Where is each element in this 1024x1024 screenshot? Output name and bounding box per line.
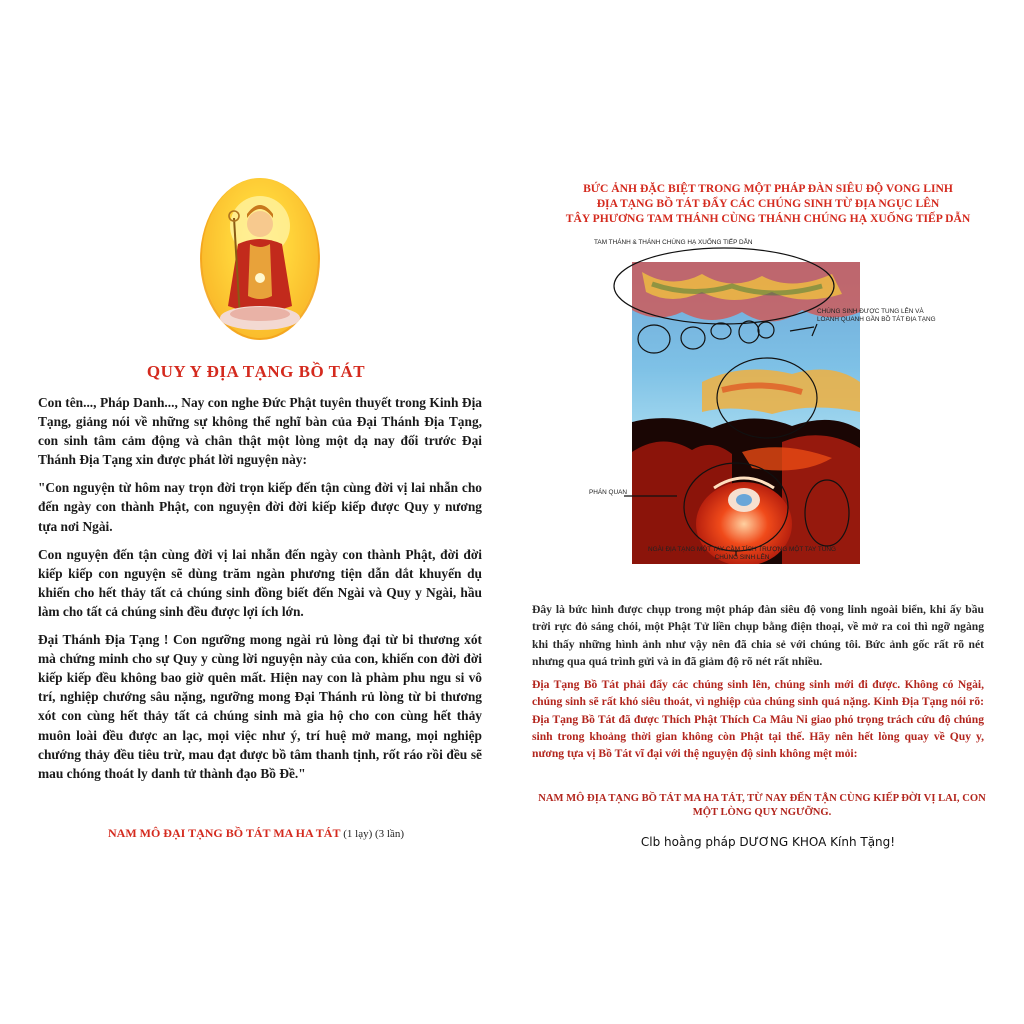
heading-line: BỨC ẢNH ĐẶC BIỆT TRONG MỘT PHÁP ĐÀN SIÊU ĐỘ VONG LINH — [583, 182, 953, 195]
heading-line: TÂY PHƯƠNG TAM THÁNH CÙNG THÁNH CHÚNG HẠ XUỐNG TIẾP DẪN — [565, 212, 971, 225]
label-judge: PHÁN QUAN — [589, 489, 627, 496]
annotation-circle — [711, 323, 731, 339]
vow-paragraph: Con nguyện đến tận cùng đời vị lai nhẫn đến ngày con thành Phật, đời đời kiếp kiếp con nguyện sẽ dùng trăm ngàn phương tiện dẫn dắt khuyến dụ khiến cho hết thảy tất cả chúng sinh đồng biết đến Ngài và Quy y Ngài, hầu làm cho tất cả chúng sinh đều được lợi ích lớn. — [38, 546, 482, 619]
annotation-circle-large — [717, 358, 817, 438]
annotation-circle — [638, 325, 670, 353]
annotation-circle-center — [684, 463, 788, 551]
page-title: QUY Y ĐỊA TẠNG BỒ TÁT — [146, 362, 366, 381]
description-paragraph: Đây là bức hình được chụp trong một pháp đàn siêu độ vong linh ngoài biển, khi ấy bầu trời rực đỏ sáng chói, một Phật Tử liền chụp bằng điện thoại, về mở ra coi thì ngỡ ngàng khi thấy những hình ảnh như vậy nên đã chia sẻ với chúng tôi. Bức ảnh gốc rất rõ nét nhưng qua quá trình gửi và in đã giảm độ rõ nét rất nhiều. — [532, 603, 984, 668]
credit-line: Clb hoằng pháp DƯƠNG KHOA Kính Tặng! — [640, 835, 896, 849]
vow-paragraph: Con tên..., Pháp Danh..., Nay con nghe Đức Phật tuyên thuyết trong Kinh Địa Tạng, giảng nói về những sự không thể nghĩ bàn của Đại Thánh Địa Tạng, con sinh tâm cảm động và chân thật một lòng một dạ nay đối trước Đại Thánh Địa Tạng xin được phát lời nguyện này: — [38, 395, 482, 468]
ksitigarbha-figure-illustration — [200, 178, 320, 340]
right-page — [512, 0, 1024, 1024]
label-sages-descending: TAM THÁNH & THÁNH CHÚNG HẠ XUỐNG TIẾP DẪN — [594, 239, 753, 246]
mantra-text: NAM MÔ ĐẠI TẠNG BỒ TÁT MA HA TÁT — [107, 826, 341, 840]
photo-description — [532, 601, 984, 769]
annotation-circle — [739, 321, 759, 343]
annotation-circle — [758, 322, 774, 338]
vow-text — [38, 393, 482, 792]
annotation-circle-right — [805, 480, 849, 546]
vow-paragraph: Đại Thánh Địa Tạng ! Con ngưỡng mong ngài rủ lòng đại từ bi thương xót mà chứng minh cho sự Quy y cùng lời nguyện này của con, khiến con đời đời kiếp kiếp đều không bao giờ quên mất. Hiện nay con là phàm phu ngu si vô trí, nghiệp chướng sâu nặng, ngưỡng mong Đại Thánh rủ lòng từ bi thương xót con cùng hết thảy tất cả chúng sinh mà gia hộ cho con cùng hết thảy muôn loài đều được an lạc, mọi việc như ý, trí huệ mở mang, mọi nghiệp chướng thảy đều tiêu trừ, mau đạt được bồ tâm thanh tịnh, rốt ráo rồi đều sẽ mau chóng thoát ly danh tử thành đạo Bồ Đề." — [38, 632, 482, 781]
annotation-circle — [681, 327, 705, 349]
ksitigarbha-portrait-image — [200, 178, 320, 340]
annotation-overlay — [512, 230, 1024, 580]
photo-heading — [512, 181, 1024, 226]
closing-mantra-right: NAM MÔ ĐỊA TẠNG BỒ TÁT MA HA TÁT, TỪ NAY ĐẾN TẬN CÙNG KIẾP ĐỜI VỊ LAI, CON MỘT LÒNG QUY NGƯỠNG. — [538, 793, 986, 818]
vow-paragraph: "Con nguyện từ hôm nay trọn đời trọn kiếp đến tận cùng đời vị lai nhẫn cho đến ngày con thành Phật, con nguyện đời đời kiếp kiếp được Quy y nương tựa nơi Ngài. — [38, 480, 482, 534]
label-ksitigarbha: NGÀI ĐỊA TẠNG MỘT TAY CẦM TÍCH TRƯỢNG MỘT TAY TUNG CHÚNG SINH LÊN — [648, 546, 836, 561]
mantra-note: (1 lạy) (3 lần) — [340, 828, 404, 840]
heading-line: ĐỊA TẠNG BỒ TÁT ĐẨY CÁC CHÚNG SINH TỪ ĐỊA NGỤC LÊN — [596, 197, 940, 210]
closing-mantra — [0, 826, 512, 841]
annotation-circle-top — [614, 248, 834, 324]
label-beings-lifted: CHÚNG SINH ĐƯỢC TUNG LÊN VÀ LOANH QUANH GẦN BỒ TÁT ĐỊA TẠNG — [817, 308, 936, 323]
teaching-paragraph: Địa Tạng Bồ Tát phải đẩy các chúng sinh lên, chúng sinh mới đi được. Không có Ngài, chúng sinh sẽ rất khó siêu thoát, vì nghiệp của chúng sinh quá nặng. Kinh Địa Tạng nói rõ: Địa Tạng Bồ Tát đã được Thích Phật Thích Ca Mâu Ni giao phó trọng trách cứu độ chúng sinh trong khoảng thời gian không còn Phật tại thế. Hãy nên hết lòng quay về Quy y, nương tựa vị Bồ Tát vĩ đại với thệ nguyện độ sinh không mệt mỏi: — [532, 678, 984, 761]
